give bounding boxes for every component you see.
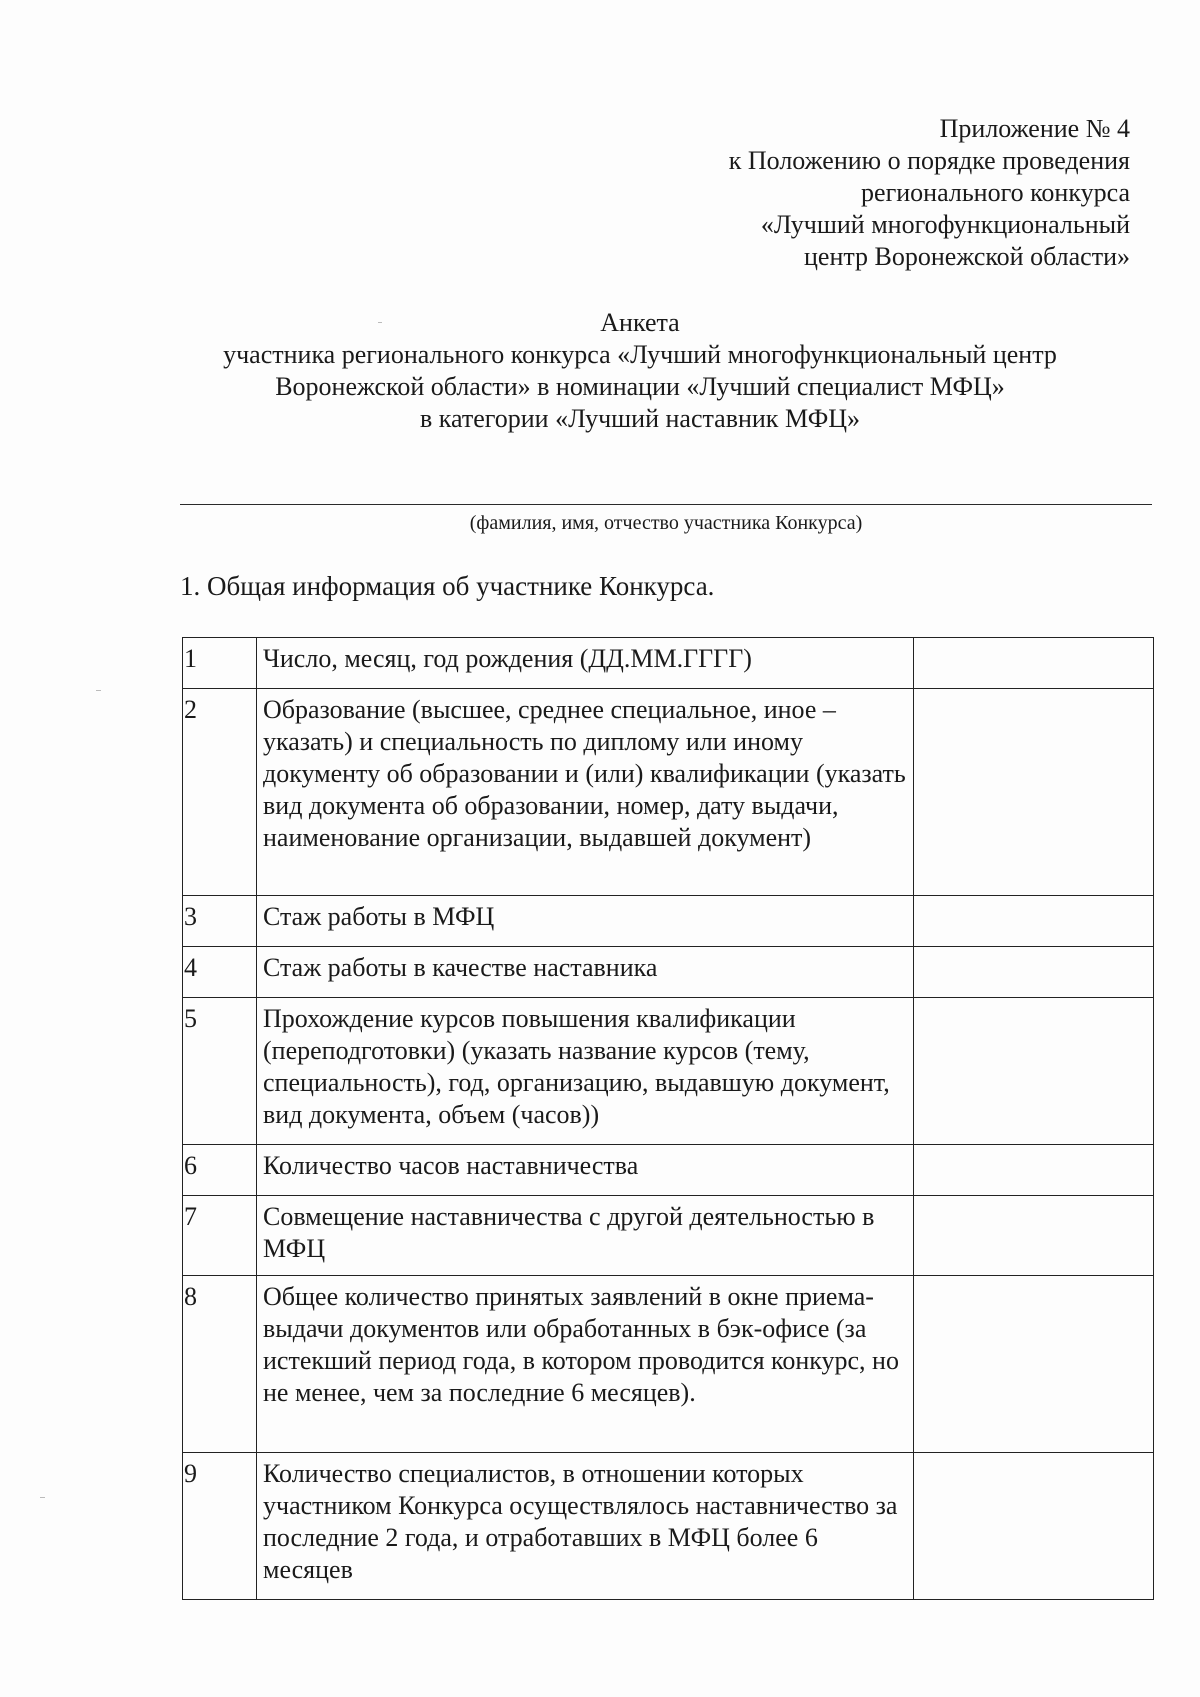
row-value-cell — [914, 1453, 1154, 1600]
row-label: Количество специалистов, в отношении которых участником Конкурса осуществлялось наставничество за последние 2 года, и отработавших в МФЦ более 6 месяцев — [257, 1453, 914, 1600]
row-label: Совмещение наставничества с другой деятельностью в МФЦ — [257, 1196, 914, 1276]
title-subheading-line: в категории «Лучший наставник МФЦ» — [419, 404, 861, 433]
appendix-reference-line: «Лучший многофункциональный — [760, 210, 1130, 239]
row-number: 4 — [183, 947, 257, 998]
row-value-cell — [914, 1196, 1154, 1276]
row-label: Количество часов наставничества — [257, 1145, 914, 1196]
table-row — [183, 1196, 1154, 1276]
row-label: Стаж работы в качестве наставника — [257, 947, 914, 998]
scan-artifact — [40, 1497, 45, 1498]
table-row — [183, 896, 1154, 947]
row-number: 7 — [183, 1196, 257, 1276]
row-number: 5 — [183, 998, 257, 1145]
scan-artifact — [378, 322, 382, 323]
scan-artifact — [96, 690, 101, 691]
row-label: Число, месяц, год рождения (ДД.ММ.ГГГГ) — [257, 638, 914, 689]
row-value-cell — [914, 896, 1154, 947]
title-heading: Анкета — [600, 308, 680, 337]
appendix-reference-line: к Положению о порядке проведения — [728, 146, 1130, 175]
section-heading: 1. Общая информация об участнике Конкурса. — [180, 571, 715, 601]
row-label: Общее количество принятых заявлений в окне приема-выдачи документов или обработанных в бэк-офисе (за истекший период года, в котором проводится конкурс, но не менее, чем за последние 6 месяцев). — [257, 1276, 914, 1453]
row-value-cell — [914, 947, 1154, 998]
row-number: 6 — [183, 1145, 257, 1196]
row-value-cell — [914, 689, 1154, 896]
row-number: 1 — [183, 638, 257, 689]
row-number: 3 — [183, 896, 257, 947]
table-row — [183, 998, 1154, 1145]
table-row — [183, 638, 1154, 689]
row-value-cell — [914, 1276, 1154, 1453]
row-number: 2 — [183, 689, 257, 896]
table-row — [183, 1145, 1154, 1196]
table-row — [183, 1276, 1154, 1453]
appendix-header — [729, 113, 1130, 273]
title-subheading-line: участника регионального конкурса «Лучший многофункциональный центр — [223, 340, 1057, 369]
table-row — [183, 947, 1154, 998]
row-value-cell — [914, 1145, 1154, 1196]
row-value-cell — [914, 998, 1154, 1145]
questionnaire-title — [180, 307, 1100, 435]
participant-info-table — [182, 637, 1154, 1600]
row-value-cell — [914, 638, 1154, 689]
participant-name-caption: (фамилия, имя, отчество участника Конкурса) — [469, 512, 863, 534]
table-row — [183, 689, 1154, 896]
row-label: Прохождение курсов повышения квалификации (переподготовки) (указать название курсов (тему, специальность), год, организацию, выдавшую документ, вид документа, объем (часов)) — [257, 998, 914, 1145]
table-row — [183, 1453, 1154, 1600]
appendix-reference-line: центр Воронежской области» — [803, 242, 1130, 271]
row-number: 8 — [183, 1276, 257, 1453]
row-number: 9 — [183, 1453, 257, 1600]
row-label: Образование (высшее, среднее специальное, иное – указать) и специальность по диплому или иному документу об образовании и (или) квалификации (указать вид документа об образовании, номер, дату выдачи, наименование организации, выдавшей документ) — [257, 689, 914, 896]
appendix-reference-line: регионального конкурса — [861, 178, 1130, 207]
participant-name-line — [180, 504, 1152, 505]
row-label: Стаж работы в МФЦ — [257, 896, 914, 947]
appendix-number: Приложение № 4 — [939, 114, 1130, 143]
title-subheading-line: Воронежской области» в номинации «Лучший специалист МФЦ» — [275, 372, 1005, 401]
